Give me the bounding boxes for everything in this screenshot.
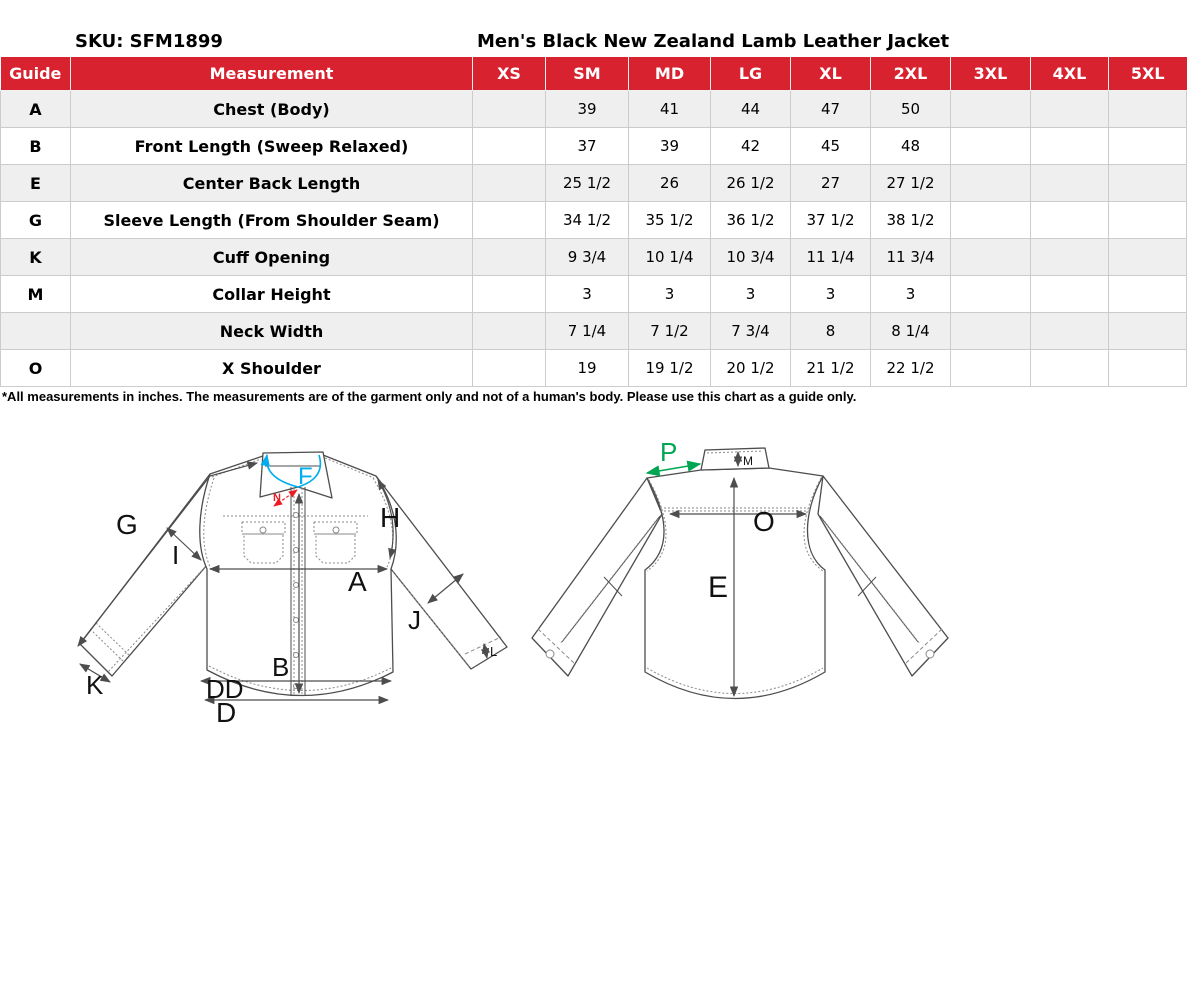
size-cell <box>473 239 546 276</box>
front-label-g: G <box>116 509 138 540</box>
size-cell <box>1109 239 1187 276</box>
size-cell <box>1031 276 1109 313</box>
front-label-a: A <box>348 566 367 597</box>
size-cell <box>951 313 1031 350</box>
size-cell: 8 <box>791 313 871 350</box>
size-cell <box>1031 165 1109 202</box>
sku-label: SKU: SFM1899 <box>75 31 223 52</box>
front-label-b: B <box>272 652 290 682</box>
size-cell: 37 <box>546 128 629 165</box>
size-cell: 21 1/2 <box>791 350 871 387</box>
footnote-text: *All measurements in inches. The measurements are of the garment only and not of a human's body. Please use this chart as a guide only. <box>2 389 857 404</box>
size-cell: 20 1/2 <box>711 350 791 387</box>
front-label-n: N <box>273 492 281 504</box>
size-cell: 34 1/2 <box>546 202 629 239</box>
size-cell: 7 1/4 <box>546 313 629 350</box>
size-cell <box>1109 165 1187 202</box>
size-cell: 3 <box>711 276 791 313</box>
size-cell: 22 1/2 <box>871 350 951 387</box>
table-row <box>1 276 1187 313</box>
size-cell: 26 <box>629 165 711 202</box>
size-cell: 3 <box>871 276 951 313</box>
col-header-4xl: 4XL <box>1031 57 1109 91</box>
guide-cell: G <box>1 202 71 239</box>
size-cell <box>473 91 546 128</box>
table-row <box>1 91 1187 128</box>
size-cell: 37 1/2 <box>791 202 871 239</box>
size-cell: 7 1/2 <box>629 313 711 350</box>
guide-cell: A <box>1 91 71 128</box>
back-label-p: P <box>660 437 678 467</box>
size-cell: 3 <box>629 276 711 313</box>
size-cell <box>1109 313 1187 350</box>
front-label-h: H <box>380 502 401 533</box>
measurement-cell: Neck Width <box>71 313 473 350</box>
size-cell <box>473 202 546 239</box>
size-cell <box>1031 128 1109 165</box>
measurement-cell: Collar Height <box>71 276 473 313</box>
size-cell <box>473 128 546 165</box>
size-cell <box>951 276 1031 313</box>
size-cell <box>473 313 546 350</box>
size-cell: 10 3/4 <box>711 239 791 276</box>
measurement-cell: X Shoulder <box>71 350 473 387</box>
back-label-e: E <box>708 571 729 604</box>
size-cell: 26 1/2 <box>711 165 791 202</box>
size-cell <box>951 128 1031 165</box>
front-jacket-diagram <box>60 430 520 740</box>
front-left-sleeve <box>80 474 210 676</box>
size-cell: 27 <box>791 165 871 202</box>
size-cell: 41 <box>629 91 711 128</box>
size-cell: 42 <box>711 128 791 165</box>
size-cell: 19 <box>546 350 629 387</box>
size-cell: 3 <box>546 276 629 313</box>
front-label-j: J <box>408 605 421 635</box>
size-cell <box>951 350 1031 387</box>
col-header-md: MD <box>629 57 711 91</box>
col-header-guide: Guide <box>1 57 71 91</box>
measurement-cell: Front Length (Sweep Relaxed) <box>71 128 473 165</box>
table-row <box>1 202 1187 239</box>
front-label-dd: DD <box>206 674 244 704</box>
size-cell: 8 1/4 <box>871 313 951 350</box>
col-header-measurement: Measurement <box>71 57 473 91</box>
guide-cell: E <box>1 165 71 202</box>
size-cell: 11 3/4 <box>871 239 951 276</box>
size-cell: 25 1/2 <box>546 165 629 202</box>
size-cell: 9 3/4 <box>546 239 629 276</box>
size-cell <box>951 165 1031 202</box>
measurement-cell: Chest (Body) <box>71 91 473 128</box>
size-cell: 3 <box>791 276 871 313</box>
back-body <box>645 468 825 699</box>
size-cell: 39 <box>629 128 711 165</box>
size-cell <box>1109 128 1187 165</box>
size-cell: 11 1/4 <box>791 239 871 276</box>
size-cell <box>473 165 546 202</box>
size-cell: 45 <box>791 128 871 165</box>
size-cell: 38 1/2 <box>871 202 951 239</box>
table-row <box>1 239 1187 276</box>
front-label-i: I <box>172 540 180 570</box>
back-left-sleeve <box>532 478 662 676</box>
back-label-o: O <box>753 506 775 537</box>
size-cell <box>951 91 1031 128</box>
col-header-xs: XS <box>473 57 546 91</box>
guide-cell: O <box>1 350 71 387</box>
size-cell <box>1031 350 1109 387</box>
table-row <box>1 128 1187 165</box>
size-cell <box>473 350 546 387</box>
table-header-row <box>1 57 1187 91</box>
size-cell: 48 <box>871 128 951 165</box>
back-collar <box>701 448 769 470</box>
size-cell: 39 <box>546 91 629 128</box>
guide-cell: M <box>1 276 71 313</box>
size-cell: 44 <box>711 91 791 128</box>
front-label-l: L <box>490 644 498 659</box>
size-cell: 7 3/4 <box>711 313 791 350</box>
size-cell <box>1031 239 1109 276</box>
size-cell: 27 1/2 <box>871 165 951 202</box>
left-cuff-button <box>546 650 554 658</box>
guide-cell: B <box>1 128 71 165</box>
page-title: Men's Black New Zealand Lamb Leather Jacket <box>477 31 950 52</box>
measurement-cell: Cuff Opening <box>71 239 473 276</box>
col-header-sm: SM <box>546 57 629 91</box>
size-cell: 10 1/4 <box>629 239 711 276</box>
back-label-m: M <box>743 454 753 468</box>
size-cell: 50 <box>871 91 951 128</box>
size-cell <box>951 239 1031 276</box>
guide-cell <box>1 313 71 350</box>
col-header-3xl: 3XL <box>951 57 1031 91</box>
size-cell <box>1031 313 1109 350</box>
front-body <box>200 455 396 696</box>
front-label-d: D <box>216 697 237 728</box>
size-cell <box>951 202 1031 239</box>
size-cell <box>1031 202 1109 239</box>
col-header-5xl: 5XL <box>1109 57 1187 91</box>
measurement-cell: Sleeve Length (From Shoulder Seam) <box>71 202 473 239</box>
table-row <box>1 350 1187 387</box>
measurement-cell: Center Back Length <box>71 165 473 202</box>
size-cell <box>473 276 546 313</box>
right-cuff-button <box>926 650 934 658</box>
size-cell <box>1109 276 1187 313</box>
back-right-sleeve <box>818 476 948 676</box>
guide-cell: K <box>1 239 71 276</box>
size-cell <box>1109 350 1187 387</box>
col-header-lg: LG <box>711 57 791 91</box>
size-cell <box>1031 91 1109 128</box>
size-cell: 36 1/2 <box>711 202 791 239</box>
table-row <box>1 313 1187 350</box>
size-cell: 47 <box>791 91 871 128</box>
table-row <box>1 165 1187 202</box>
front-label-f: F <box>298 463 313 490</box>
front-label-k: K <box>86 670 104 700</box>
col-header-xl: XL <box>791 57 871 91</box>
size-cell: 19 1/2 <box>629 350 711 387</box>
size-cell <box>1109 91 1187 128</box>
size-cell <box>1109 202 1187 239</box>
back-jacket-diagram <box>510 430 970 730</box>
col-header-2xl: 2XL <box>871 57 951 91</box>
size-cell: 35 1/2 <box>629 202 711 239</box>
size-table <box>0 57 1187 387</box>
